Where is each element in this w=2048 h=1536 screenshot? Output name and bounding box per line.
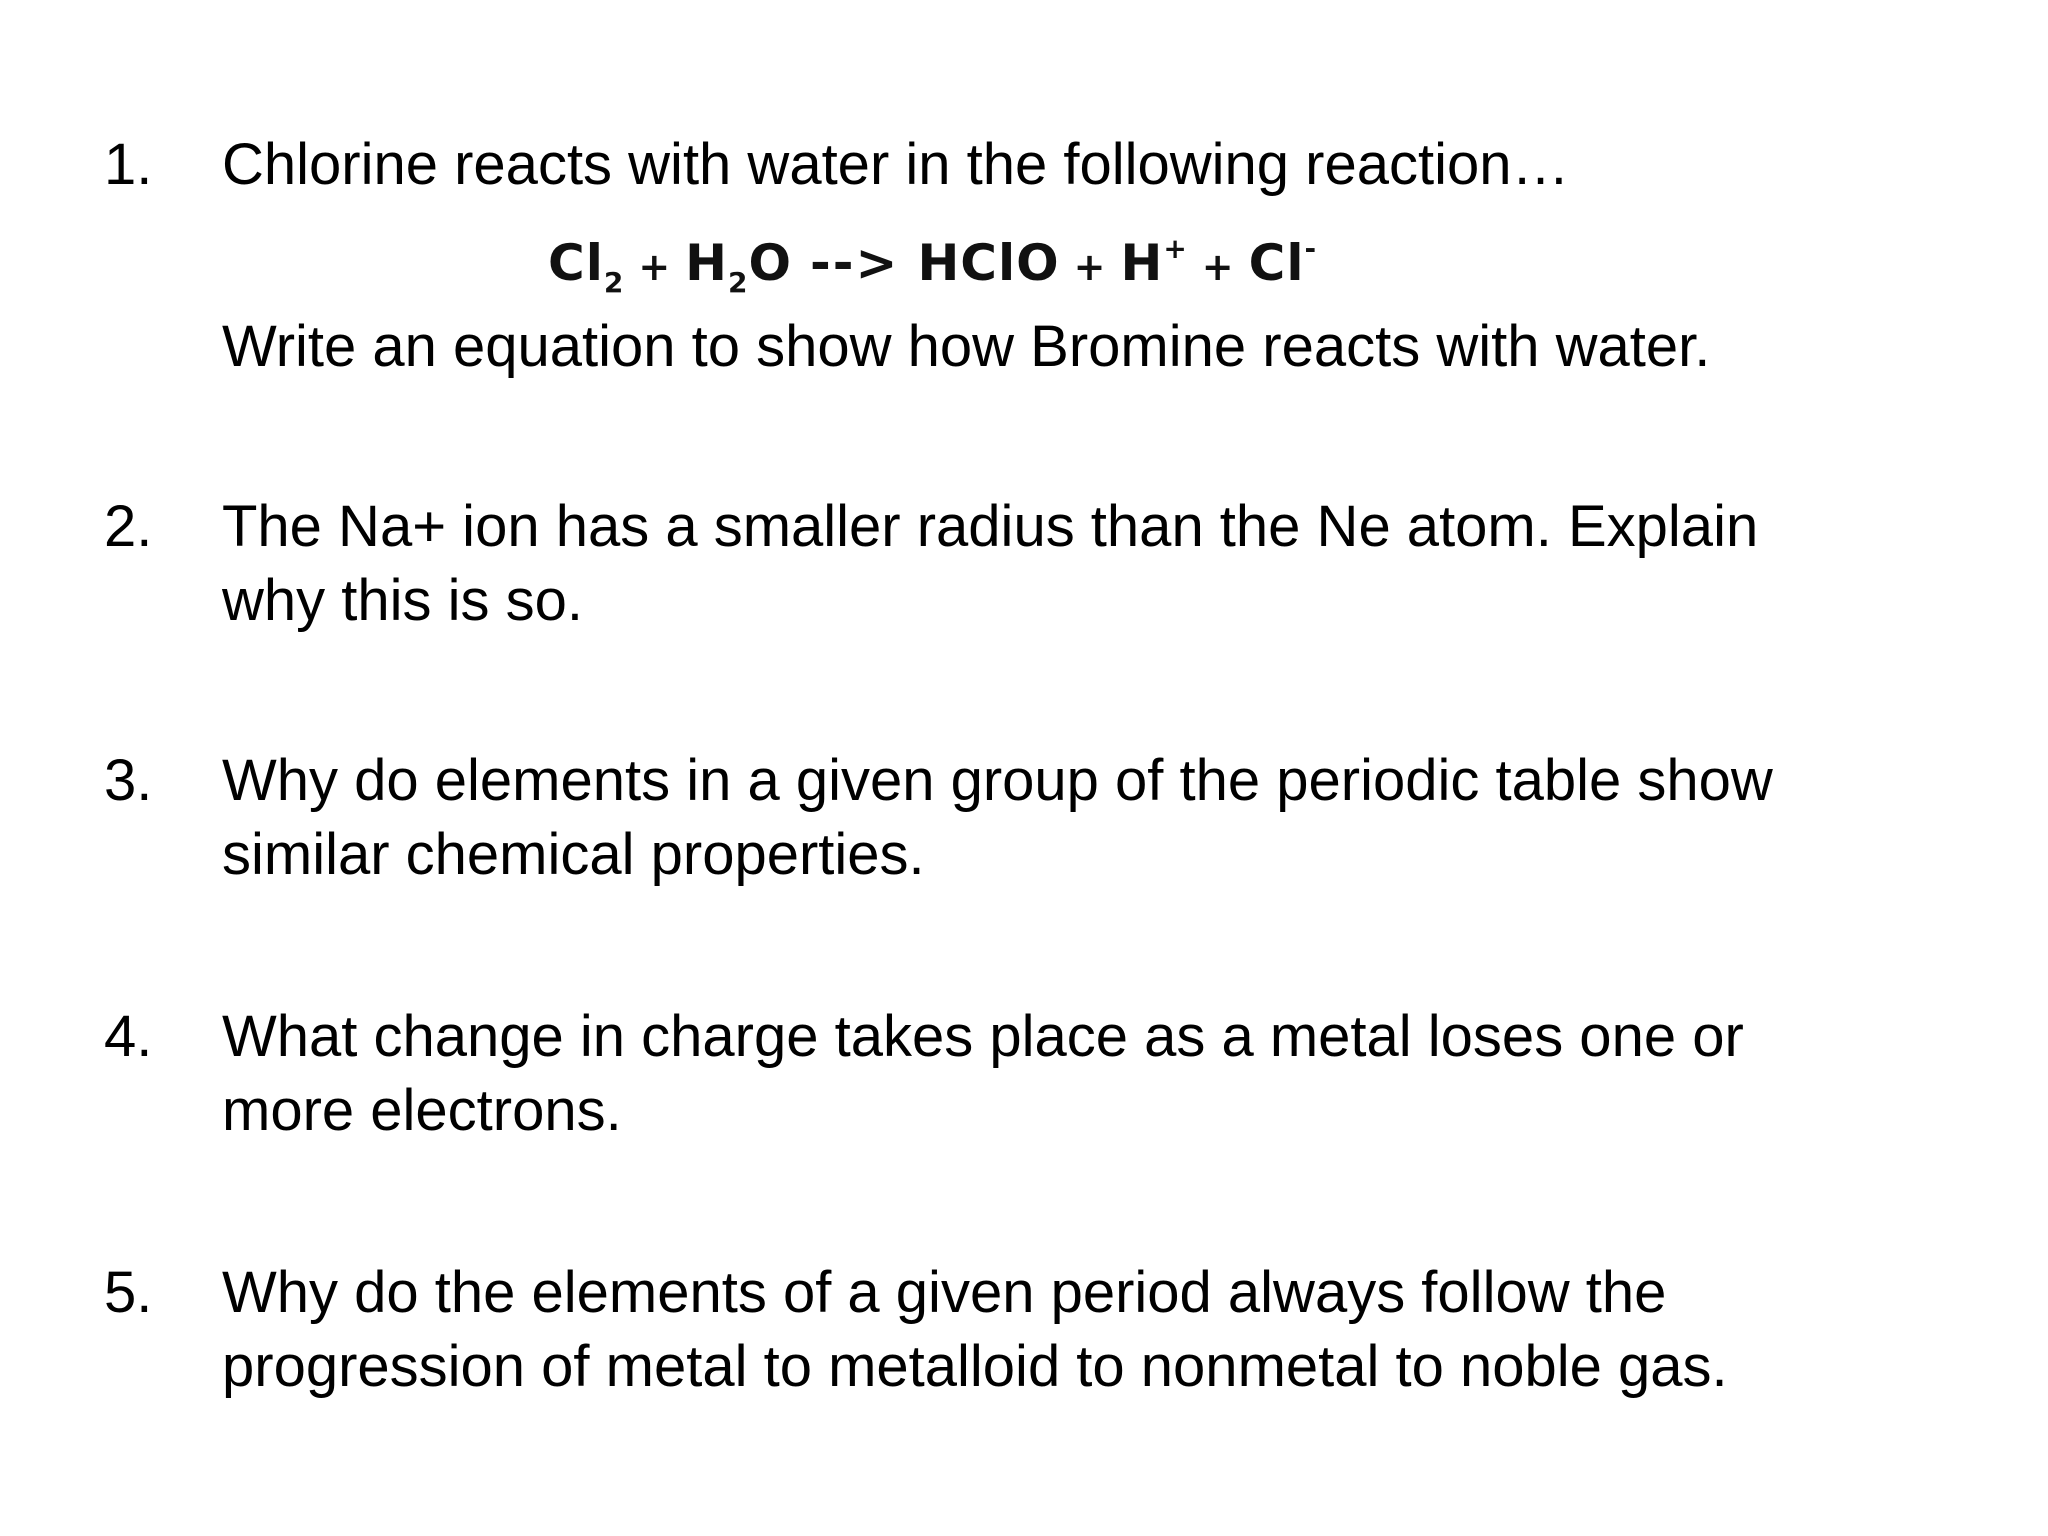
equation-arrow: --> (810, 234, 900, 292)
question-5-text (222, 1256, 1982, 1404)
equation-reactant-h-subscript: 2 (728, 266, 749, 299)
question-5-line-1: Why do the elements of a given period always follow the (222, 1260, 1667, 1325)
question-5-number: 5. (104, 1260, 153, 1325)
equation-product-h-charge: + (1163, 232, 1188, 265)
equation-plus: + (1073, 245, 1107, 289)
question-2-text (222, 490, 1982, 638)
question-1-line-1: Chlorine reacts with water in the following reaction… (222, 132, 1570, 197)
question-2-line-1: The Na+ ion has a smaller radius than the Ne atom. Explain (222, 494, 1759, 559)
equation-reactant-cl-subscript: 2 (603, 266, 625, 299)
equation-reactant-o: O (748, 234, 793, 292)
question-4-number: 4. (104, 1004, 153, 1069)
question-1-number: 1. (104, 132, 153, 197)
equation-product-cl: Cl (1248, 234, 1305, 292)
question-4-line-1: What change in charge takes place as a metal loses one or (222, 1004, 1744, 1069)
equation-product-hclo: HClO (917, 234, 1060, 292)
question-3-number: 3. (104, 748, 153, 813)
question-3-line-2: similar chemical properties. (222, 822, 925, 887)
chlorine-water-equation (548, 226, 1317, 300)
question-3-text (222, 744, 1982, 892)
equation-plus: + (1201, 245, 1235, 289)
equation-reactant-h: H (685, 234, 729, 292)
question-4-text (222, 1000, 1982, 1148)
question-4-line-2: more electrons. (222, 1078, 622, 1143)
question-3-line-1: Why do elements in a given group of the periodic table show (222, 748, 1773, 813)
question-1-follow-up (222, 310, 1982, 384)
question-1-text (222, 128, 1982, 202)
equation-product-cl-charge: - (1304, 232, 1318, 265)
equation-plus: + (638, 245, 672, 289)
question-2-line-2: why this is so. (222, 568, 583, 633)
question-2-number: 2. (104, 494, 153, 559)
question-1-follow-up-line: Write an equation to show how Bromine reacts with water. (222, 314, 1711, 379)
equation-product-h: H (1120, 234, 1164, 292)
question-5-line-2: progression of metal to metalloid to nonmetal to noble gas. (222, 1334, 1728, 1399)
equation-reactant-cl: Cl (548, 234, 604, 292)
